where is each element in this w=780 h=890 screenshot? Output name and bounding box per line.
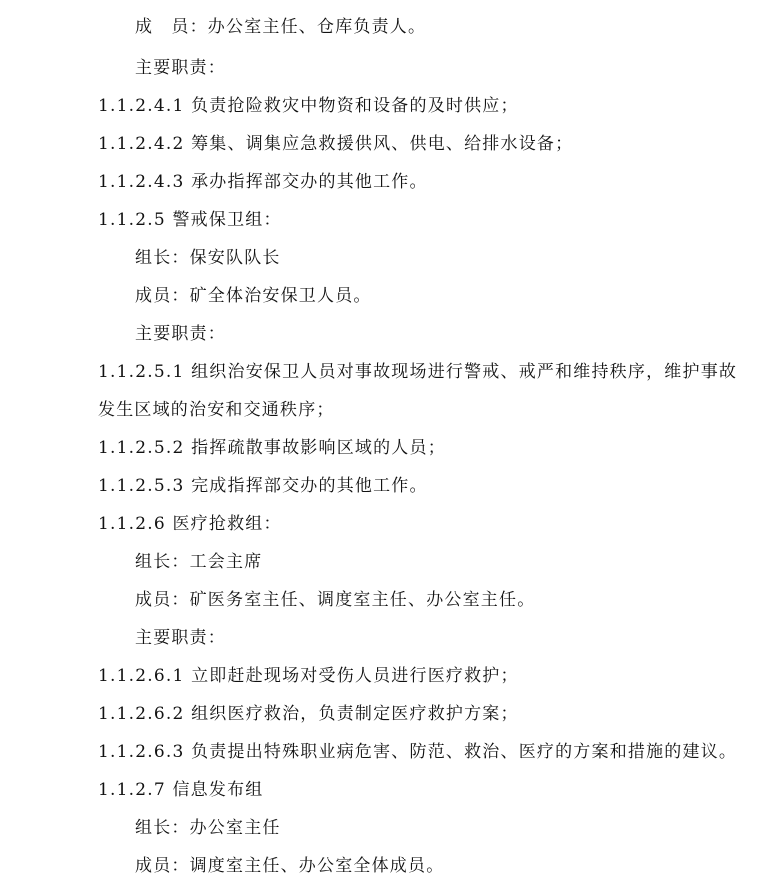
text-line-item-1-1-2-4-2: 1.1.2.4.2 筹集、调集应急救援供风、供电、给排水设备； bbox=[98, 134, 574, 154]
text-line-team-members: 成员：调度室主任、办公室全体成员。 bbox=[135, 856, 445, 876]
text-line-section-1-1-2-5: 1.1.2.5 警戒保卫组： bbox=[98, 210, 282, 230]
text-line-item-1-1-2-6-3: 1.1.2.6.3 负责提出特殊职业病危害、防范、救治、医疗的方案和措施的建议。 bbox=[98, 742, 738, 762]
text-line-section-1-1-2-6: 1.1.2.6 医疗抢救组： bbox=[98, 514, 282, 534]
text-line-item-1-1-2-5-1: 1.1.2.5.1 组织治安保卫人员对事故现场进行警戒、戒严和维持秩序，维护事故 bbox=[98, 362, 738, 382]
text-line-duties-heading: 主要职责： bbox=[135, 58, 226, 78]
text-line-team-leader: 组长：保安队队长 bbox=[135, 248, 281, 268]
text-line-item-1-1-2-4-1: 1.1.2.4.1 负责抢险救灾中物资和设备的及时供应； bbox=[98, 96, 519, 116]
text-line-team-members: 成员：矿全体治安保卫人员。 bbox=[135, 286, 372, 306]
text-line-item-1-1-2-5-1-cont: 发生区域的治安和交通秩序； bbox=[98, 400, 335, 420]
text-line-item-1-1-2-6-1: 1.1.2.6.1 立即赶赴现场对受伤人员进行医疗救护； bbox=[98, 666, 519, 686]
text-line-team-members: 成 员：办公室主任、仓库负责人。 bbox=[135, 17, 427, 37]
text-line-team-members: 成员：矿医务室主任、调度室主任、办公室主任。 bbox=[135, 590, 536, 610]
text-line-section-1-1-2-7: 1.1.2.7 信息发布组 bbox=[98, 780, 264, 800]
text-line-duties-heading: 主要职责： bbox=[135, 628, 226, 648]
text-line-item-1-1-2-4-3: 1.1.2.4.3 承办指挥部交办的其他工作。 bbox=[98, 172, 428, 192]
text-line-team-leader: 组长：工会主席 bbox=[135, 552, 263, 572]
text-line-item-1-1-2-5-2: 1.1.2.5.2 指挥疏散事故影响区域的人员； bbox=[98, 438, 446, 458]
text-line-duties-heading: 主要职责： bbox=[135, 324, 226, 344]
text-line-team-leader: 组长：办公室主任 bbox=[135, 818, 281, 838]
text-line-item-1-1-2-5-3: 1.1.2.5.3 完成指挥部交办的其他工作。 bbox=[98, 476, 428, 496]
text-line-item-1-1-2-6-2: 1.1.2.6.2 组织医疗救治，负责制定医疗救护方案； bbox=[98, 704, 519, 724]
